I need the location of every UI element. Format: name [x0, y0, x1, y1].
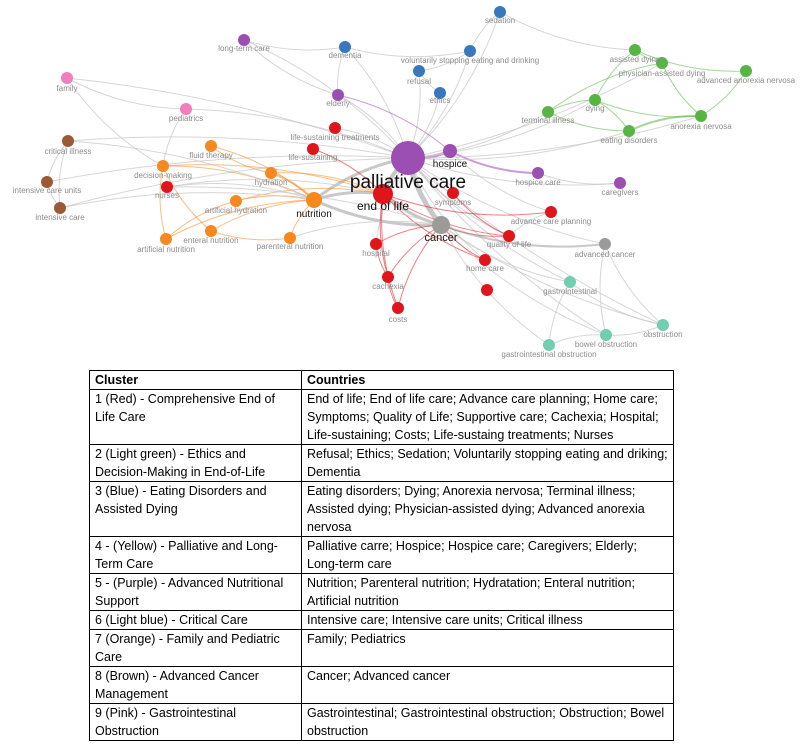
- table-row: [90, 611, 674, 630]
- countries-cell: Refusal; Ethics; Sedation; Voluntarily stopping eating and driking; Dementia: [302, 445, 674, 482]
- table-row: [90, 390, 674, 445]
- node-palliative-care: [391, 141, 425, 175]
- label-palliative-care: palliative care: [349, 172, 467, 193]
- table-row: [90, 537, 674, 574]
- node-advanced-cancer: [599, 238, 611, 250]
- label-advanced-anorexia-nervosa: advanced anorexia nervosa: [696, 76, 796, 85]
- table-row: [90, 704, 674, 741]
- label-assisted-dying: assisted dying: [609, 55, 661, 64]
- keyword-network-graph: [0, 0, 800, 365]
- label-critical-illness: critical illness: [44, 147, 92, 156]
- label-intensive-care: intensive care: [35, 213, 85, 222]
- label-anorexia-nervosa: anorexia nervosa: [670, 122, 732, 131]
- cluster-cell: 9 (Pink) - Gastrointestinal Obstruction: [90, 704, 302, 741]
- cluster-column-header: Cluster: [90, 371, 302, 390]
- cluster-table: [89, 370, 674, 741]
- cluster-cell: 5 - (Purple) - Advanced Nutritional Support: [90, 574, 302, 611]
- table-row: [90, 574, 674, 611]
- edge-dying--anorexia-nervosa: [595, 100, 701, 117]
- cluster-cell: 3 (Blue) - Eating Disorders and Assisted Dying: [90, 482, 302, 537]
- label-hospice: hospice: [432, 159, 468, 170]
- label-home-care: home care: [466, 264, 504, 273]
- table-row: [90, 630, 674, 667]
- node-supportive-care: [481, 284, 493, 296]
- countries-cell: Family; Pediatrics: [302, 630, 674, 667]
- countries-column-header: Countries: [302, 371, 674, 390]
- table-row: [90, 445, 674, 482]
- countries-cell: Gastrointestinal; Gastrointestinal obstruction; Obstruction; Bowel obstruction: [302, 704, 674, 741]
- label-physician-assisted-dying: physician-assisted dying: [618, 69, 706, 78]
- label-bowel-obstruction: bowel obstruction: [574, 340, 638, 349]
- label-voluntarily-stopping-eating-and-drinking: voluntarily stopping eating and drinking: [400, 56, 540, 65]
- countries-cell: Intensive care; Intensive care units; Critical illness: [302, 611, 674, 630]
- node-hospice: [443, 144, 457, 158]
- table-header-row: [90, 371, 674, 390]
- table-row: [90, 667, 674, 704]
- label-eating-disorders: eating disorders: [600, 136, 658, 145]
- cluster-cell: 1 (Red) - Comprehensive End of Life Care: [90, 390, 302, 445]
- label-ethics: ethics: [429, 96, 451, 105]
- node-nutrition: [306, 192, 322, 208]
- label-hospice-care: hospice care: [515, 178, 561, 187]
- label-artificial-hydration: artificial hydration: [204, 206, 268, 215]
- node-refusal: [413, 65, 425, 77]
- node-costs: [392, 302, 404, 314]
- label-intensive-care-units: intensive care units: [12, 186, 82, 195]
- table-row: [90, 482, 674, 537]
- label-advanced-cancer: advanced cancer: [574, 250, 636, 259]
- label-life-sustaining-treatments: life-sustaining treatments: [290, 133, 380, 142]
- label-fluid-therapy: fluid therapy: [189, 151, 233, 160]
- label-quality-of-life: quality of life: [486, 240, 532, 249]
- label-pediatrics: pediatrics: [168, 114, 204, 123]
- node-anorexia-nervosa: [695, 110, 707, 122]
- label-nurses: nurses: [154, 191, 180, 200]
- label-decision-making: decision-making: [134, 171, 192, 180]
- label-caregivers: caregivers: [601, 188, 639, 197]
- label-end-of-life: end of life: [356, 199, 410, 213]
- label-refusal: refusal: [406, 77, 432, 86]
- label-family: family: [56, 84, 78, 93]
- label-gastrointestinal: gastrointestinal: [543, 287, 597, 296]
- countries-cell: Palliative carre; Hospice; Hospice care; Caregivers; Elderly; Long-term care: [302, 537, 674, 574]
- countries-cell: End of life; End of life care; Advance care planning; Home care; Symptoms; Quality of Life; Supportive care; Cachexia; Hospital; Life-sustaining; Costs; Life-sustaing treatments; Nurses: [302, 390, 674, 445]
- label-symptoms: symptoms: [434, 198, 472, 207]
- node-critical-illness: [62, 135, 74, 147]
- edge-family--pediatrics: [67, 78, 186, 109]
- cluster-cell: 7 (Orange) - Family and Pediatric Care: [90, 630, 302, 667]
- label-cachexia: cachexia: [372, 282, 404, 291]
- label-dying: dying: [585, 104, 605, 113]
- node-family: [61, 72, 73, 84]
- countries-cell: Eating disorders; Dying; Anorexia nervosa; Terminal illness; Assisted dying; Physician-assisted dying; Advanced anorexia nervosa: [302, 482, 674, 537]
- label-long-term-care: long-term care: [218, 44, 270, 53]
- label-artificial-nutrition: artificial nutrition: [137, 245, 195, 254]
- label-cancer: cancer: [424, 232, 458, 244]
- label-hydration: hydration: [254, 178, 288, 187]
- label-terminal-illness: terminal illness: [521, 116, 575, 125]
- label-enteral-nutrition: enteral nutrition: [183, 236, 239, 245]
- edge-sedation--assisted-dying: [500, 12, 635, 50]
- countries-cell: Nutrition; Parenteral nutrition; Hydratation; Enteral nutrition; Artificial nutrition: [302, 574, 674, 611]
- countries-cell: Cancer; Advanced cancer: [302, 667, 674, 704]
- label-parenteral-nutrition: parenteral nutrition: [256, 242, 324, 251]
- label-life-sustaining: life-sustaining: [288, 153, 338, 162]
- label-nutrition: nutrition: [296, 209, 332, 220]
- label-sedation: sedation: [484, 16, 516, 25]
- label-gastrointestinal-obstruction: gastrointestinal obstruction: [501, 350, 597, 359]
- cluster-cell: 8 (Brown) - Advanced Cancer Management: [90, 667, 302, 704]
- network-labels: [13, 16, 796, 359]
- label-costs: costs: [388, 315, 408, 324]
- label-hospital: hospital: [362, 249, 390, 258]
- cluster-cell: 6 (Light blue) - Critical Care: [90, 611, 302, 630]
- cluster-cell: 4 - (Yellow) - Palliative and Long-Term Care: [90, 537, 302, 574]
- label-dementia: dementia: [328, 51, 362, 60]
- label-elderly: elderly: [326, 99, 350, 108]
- label-advance-care-planning: advance care planning: [510, 217, 592, 226]
- label-obstruction: obstruction: [643, 330, 683, 339]
- node-artificial-nutrition: [160, 233, 172, 245]
- cluster-cell: 2 (Light green) - Ethics and Decision-Making in End-of-Life: [90, 445, 302, 482]
